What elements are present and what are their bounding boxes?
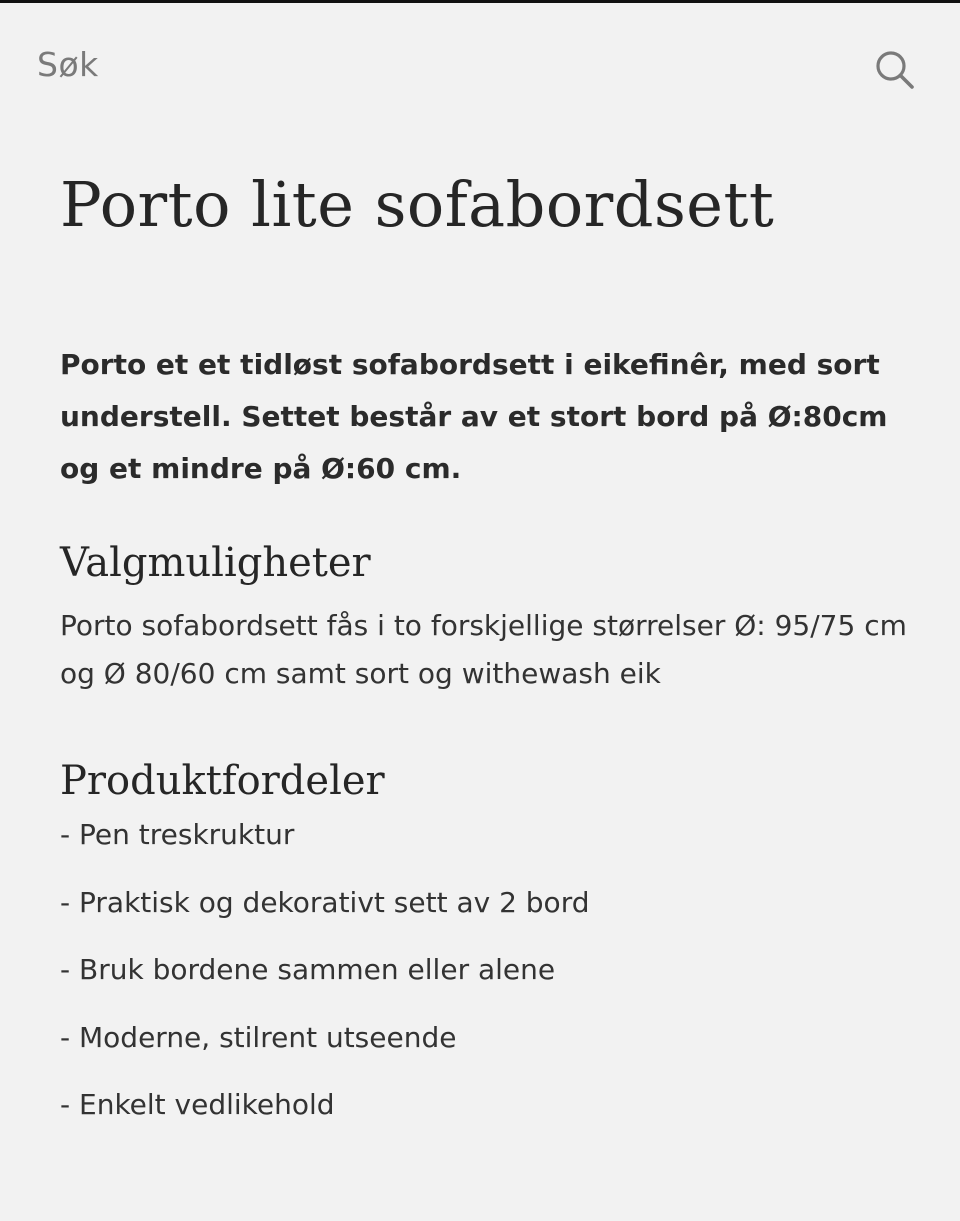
benefits-list	[60, 818, 589, 1156]
search-bar[interactable]	[0, 3, 960, 133]
page-title: Porto lite sofabordsett	[60, 168, 775, 241]
list-item: - Enkelt vedlikehold	[60, 1088, 335, 1121]
list-item: - Pen treskruktur	[60, 818, 295, 851]
list-item: - Bruk bordene sammen eller alene	[60, 953, 556, 986]
list-item: - Moderne, stilrent utseende	[60, 1020, 457, 1054]
options-heading: Valgmuligheter	[60, 540, 371, 586]
product-description: Porto et et tidløst sofabordsett i eikefinêr, med sort understell. Settet består av et stort bord på Ø:80cm og et mindre på Ø:60 cm.	[60, 348, 888, 485]
search-label[interactable]: Søk	[37, 45, 99, 84]
search-icon[interactable]	[872, 47, 916, 91]
list-item: - Praktisk og dekorativt sett av 2 bord	[60, 885, 590, 919]
options-text: Porto sofabordsett fås i to forskjellige størrelser Ø: 95/75 cm og Ø 80/60 cm samt sort og withewash eik	[60, 609, 907, 690]
benefits-heading: Produktfordeler	[60, 758, 385, 804]
